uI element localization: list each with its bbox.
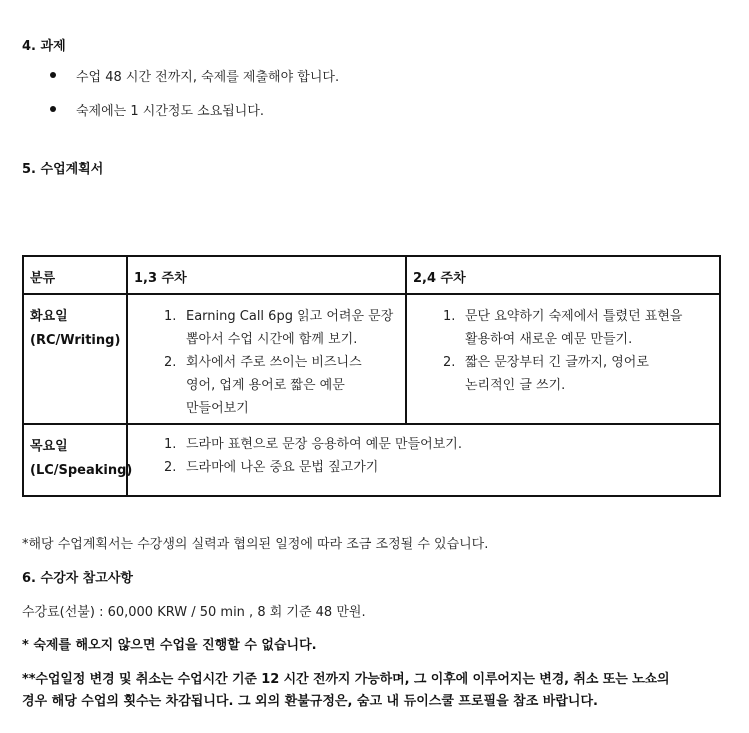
row-label-thursday xyxy=(23,424,133,496)
list-item: 1. 문단 요약하기 숙제에서 틀렸던 표현을 활용하여 새로운 예문 만들기. xyxy=(443,309,683,347)
bullet-icon xyxy=(50,106,56,112)
bullet-icon xyxy=(50,72,56,78)
homework-bullet-1: 수업 48 시간 전까지, 숙제를 제출해야 합니다. xyxy=(76,70,340,85)
lesson-plan-table xyxy=(22,255,721,497)
list-item: 2. 회사에서 주로 쓰이는 비즈니스 영어, 업계 용어로 짧은 예문 만들어보기 xyxy=(164,355,362,416)
day-label: 목요일 xyxy=(30,439,68,454)
row-label-tuesday xyxy=(23,294,127,424)
skill-label: (RC/Writing) xyxy=(30,333,121,348)
header-cell-category: 분류 xyxy=(23,256,127,294)
homework-bullet-2: 숙제에는 1 시간정도 소요됩니다. xyxy=(76,104,265,119)
thursday-merged-cell xyxy=(127,424,720,496)
fee-text: 수강료(선불) : 60,000 KRW / 50 min , 8 회 기준 48 만원. xyxy=(22,605,366,620)
tuesday-week13-cell xyxy=(127,294,406,424)
table-row-tuesday xyxy=(23,294,720,424)
day-label: 화요일 xyxy=(30,309,68,324)
section-6-title: 6. 수강자 참고사항 xyxy=(22,571,133,586)
section-4-title: 4. 과제 xyxy=(22,39,66,54)
policy-line-2: 경우 해당 수업의 횟수는 차감됩니다. 그 외의 환불규정은, 숨고 내 듀이스쿨 프로필을 참조 바랍니다. xyxy=(22,694,598,709)
homework-warning: * 숙제를 해오지 않으면 수업을 진행할 수 없습니다. xyxy=(22,638,317,653)
table-header-row xyxy=(23,256,720,294)
table-row-thursday xyxy=(23,424,720,496)
list-item: 2. 짧은 문장부터 긴 글까지, 영어로 논리적인 글 쓰기. xyxy=(443,355,649,393)
tuesday-week24-cell xyxy=(406,294,720,424)
list-item: 1. 드라마 표현으로 문장 응용하여 예문 만들어보기. xyxy=(164,437,462,452)
skill-label: (LC/Speaking) xyxy=(30,463,133,478)
header-cell-week24: 2,4 주차 xyxy=(406,256,720,294)
plan-footnote: *해당 수업계획서는 수강생의 실력과 협의된 일정에 따라 조금 조정될 수 있습니다. xyxy=(22,537,489,552)
list-item: 1. Earning Call 6pg 읽고 어려운 문장 뽑아서 수업 시간에 함께 보기. xyxy=(164,309,394,347)
header-cell-week13: 1,3 주차 xyxy=(127,256,406,294)
list-item: 2. 드라마에 나온 중요 문법 짚고가기 xyxy=(164,460,379,475)
section-5-title: 5. 수업계획서 xyxy=(22,162,104,177)
policy-line-1: **수업일정 변경 및 취소는 수업시간 기준 12 시간 전까지 가능하며, 그 이후에 이루어지는 변경, 취소 또는 노쇼의 xyxy=(22,672,670,687)
